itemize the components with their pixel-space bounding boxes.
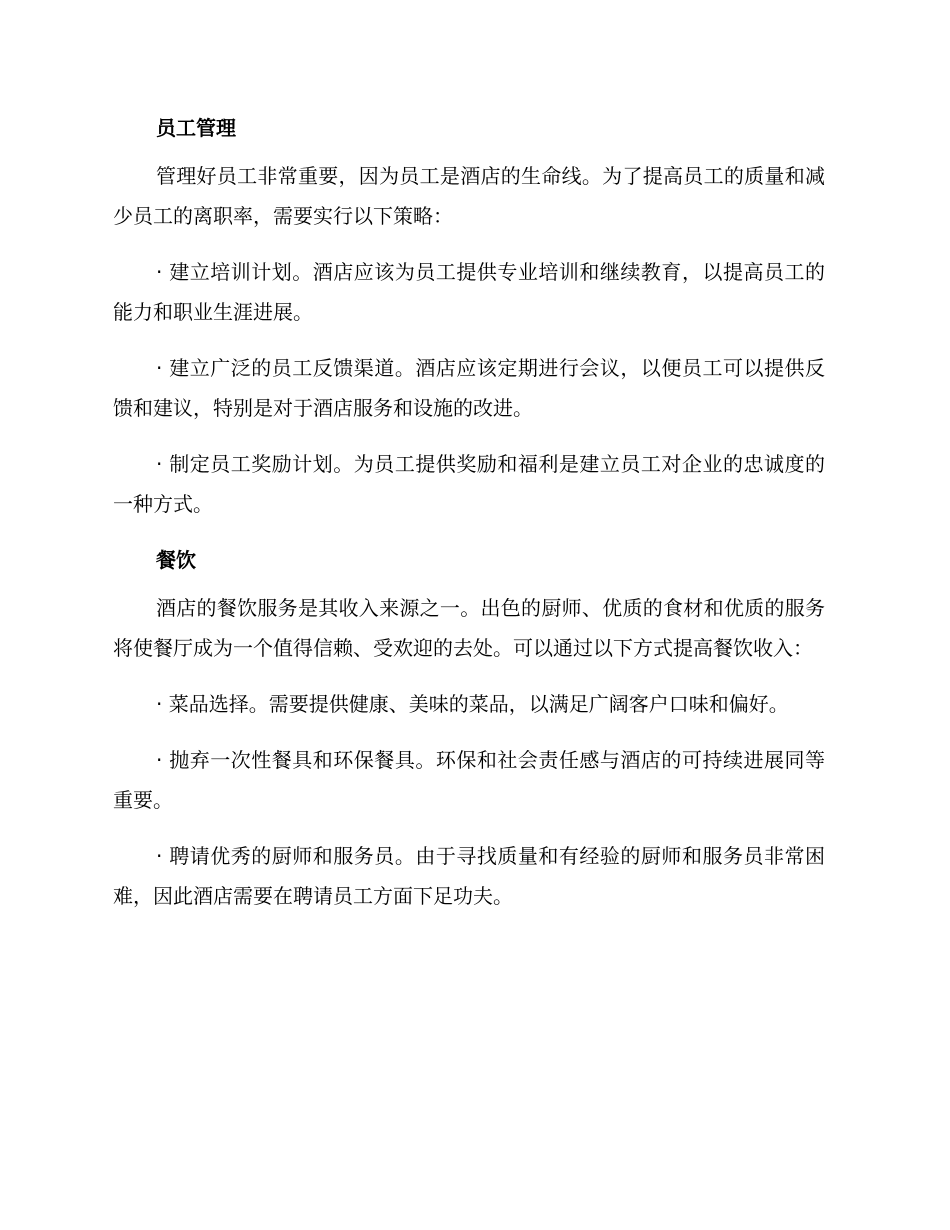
section-heading-staff-management: 员工管理 <box>156 116 236 140</box>
bullet-paragraph: · 建立广泛的员工反馈渠道。酒店应该定期进行会议，以便员工可以提供反馈和建议，特别是对于酒店服务和设施的改进。 <box>113 356 825 420</box>
bullet-paragraph: · 建立培训计划。酒店应该为员工提供专业培训和继续教育，以提高员工的能力和职业生涯进展。 <box>113 260 825 324</box>
section-intro-paragraph: 管理好员工非常重要，因为员工是酒店的生命线。为了提高员工的质量和减少员工的离职率，需要实行以下策略： <box>113 164 825 228</box>
section-heading-catering: 餐饮 <box>156 548 196 572</box>
bullet-paragraph: · 制定员工奖励计划。为员工提供奖励和福利是建立员工对企业的忠诚度的一种方式。 <box>113 452 825 516</box>
section-intro-paragraph: 酒店的餐饮服务是其收入来源之一。出色的厨师、优质的食材和优质的服务将使餐厅成为一个值得信赖、受欢迎的去处。可以通过以下方式提高餐饮收入： <box>113 596 825 660</box>
bullet-paragraph: · 抛弃一次性餐具和环保餐具。环保和社会责任感与酒店的可持续进展同等重要。 <box>113 748 825 812</box>
bullet-paragraph: · 菜品选择。需要提供健康、美味的菜品，以满足广阔客户口味和偏好。 <box>156 692 789 716</box>
document-body <box>113 108 825 932</box>
bullet-paragraph: · 聘请优秀的厨师和服务员。由于寻找质量和有经验的厨师和服务员非常困难，因此酒店需要在聘请员工方面下足功夫。 <box>113 844 825 908</box>
